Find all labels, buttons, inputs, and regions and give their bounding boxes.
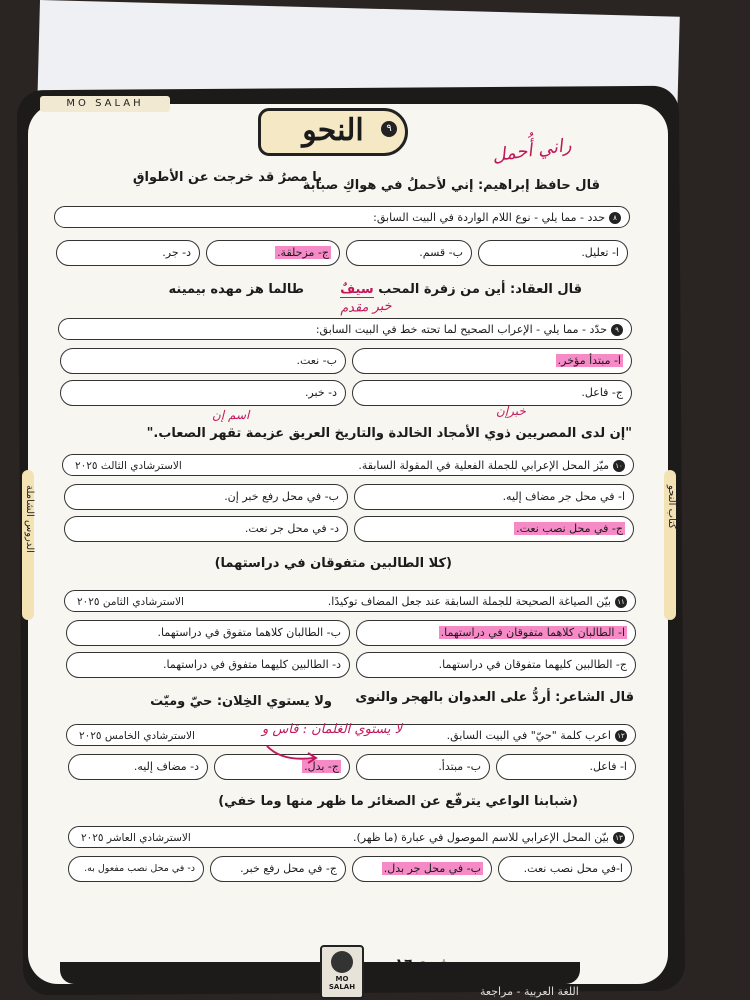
exam-source: الاسترشادي الثالث ٢٠٢٥: [75, 460, 182, 472]
question-1: ٨حدد - مما يلي - نوع اللام الواردة في البيت السابق:: [54, 206, 630, 228]
sentence3-text: (شبابنا الواعي يترفّع عن الصغائر ما ظهر منها وما خفي): [218, 794, 578, 809]
q3-option-d[interactable]: د- في محل جر نعت.: [64, 516, 348, 542]
handwritten-ism-inna: اسم إن: [212, 408, 250, 422]
q1-option-c[interactable]: ج- مزحلقة.: [206, 240, 340, 266]
worksheet-page: [28, 104, 668, 984]
quote1-text: "إن لدى المصريين ذوي الأمجاد الخالدة والتاريخ العريق عزيمة تقهر الصعاب.": [146, 426, 632, 441]
handwritten-khabar-inna: خبرإن: [496, 404, 526, 418]
q5-option-a[interactable]: ا- فاعل.: [496, 754, 636, 780]
poem3-left: ولا يستوي الخِلان: حيّ وميّت: [150, 694, 332, 709]
poem3-right: قال الشاعر: أردُّ على العدوان بالهجر والنوى: [355, 690, 634, 705]
q6-option-a[interactable]: ا-في محل نصب نعت.: [498, 856, 632, 882]
section-title: النحو: [302, 113, 364, 148]
handwritten-note: راني أُحمل: [490, 134, 573, 167]
handwritten-answer: لا يستوي الغلمان : قاس و: [262, 722, 402, 737]
q1-option-d[interactable]: د- جر.: [56, 240, 200, 266]
q4-option-d[interactable]: د- الطالبين كليهما متفوق في دراستهما.: [66, 652, 350, 678]
author-logo: MO SALAH: [320, 945, 364, 999]
q2-option-a[interactable]: ا- مبتدأ مؤخر.: [352, 348, 632, 374]
question-marker-icon: ١٢: [615, 730, 627, 742]
q3-option-c[interactable]: ج- في محل نصب نعت.: [354, 516, 634, 542]
q4-option-b[interactable]: ب- الطالبان كلاهما متفوق في دراستهما.: [66, 620, 350, 646]
poem1-left: يا مصرُ قد خرجت عن الأطواقِ: [132, 170, 322, 185]
brand-label: MO SALAH: [40, 96, 170, 112]
q6-option-b[interactable]: ب- في محل جر بدل.: [352, 856, 492, 882]
left-side-label: الدروس الشاملة: [24, 485, 35, 553]
exam-source: الاسترشادي الثامن ٢٠٢٥: [77, 596, 184, 608]
poem2-left: طالما هز مهده بيمينه: [168, 282, 304, 297]
sentence2-text: (كلا الطالبين متفوقان في دراستهما): [214, 556, 452, 571]
handwritten-khabar: خبر مقدم: [339, 298, 393, 317]
q3-option-b[interactable]: ب- في محل رفع خبر إن.: [64, 484, 348, 510]
q6-option-d[interactable]: د- في محل نصب مفعول به.: [68, 856, 204, 882]
q5-option-d[interactable]: د- مضاف إليه.: [68, 754, 208, 780]
question-marker-icon: ١١: [615, 596, 627, 608]
question-marker-icon: ٨: [609, 212, 621, 224]
q3-option-a[interactable]: ا- في محل جر مضاف إليه.: [354, 484, 634, 510]
exam-source: الاسترشادي العاشر ٢٠٢٥: [81, 832, 191, 844]
q4-option-c[interactable]: ج- الطالبين كليهما متفوقان في دراستهما.: [356, 652, 636, 678]
q2-option-b[interactable]: ب- نعت.: [60, 348, 346, 374]
question-marker-icon: ١٣: [613, 832, 625, 844]
question-4: ١١بيّن الصياغة الصحيحة للجملة السابقة عند جعل المضاف توكيدًا. الاسترشادي الثامن ٢٠٢٥: [64, 590, 636, 612]
q1-option-b[interactable]: ب- قسم.: [346, 240, 472, 266]
footer-subject: اللغة العربية - مراجعة: [480, 985, 579, 998]
q5-option-b[interactable]: ب- مبتدأ.: [356, 754, 490, 780]
poem2-right: قال العقاد: أين من زفرة المحب سيفٌ: [340, 282, 582, 297]
q6-option-c[interactable]: ج- في محل رفع خبر.: [210, 856, 346, 882]
section-title-tag: [258, 108, 408, 156]
handwritten-arrow-icon: [262, 742, 322, 766]
page-number: صفحة ١٦: [395, 955, 464, 973]
q2-option-c[interactable]: ج- فاعل.: [352, 380, 632, 406]
question-2: ٩حدّد - مما يلي - الإعراب الصحيح لما تحته خط في البيت السابق:: [58, 318, 632, 340]
section-number: ٩: [381, 121, 397, 137]
question-3: ١٠ميّز المحل الإعرابي للجملة الفعلية في المقولة السابقة. الاسترشادي الثالث ٢٠٢٥: [62, 454, 634, 476]
q2-option-d[interactable]: د- خبر.: [60, 380, 346, 406]
question-marker-icon: ٩: [611, 324, 623, 336]
question-6: ١٣بيّن المحل الإعرابي للاسم الموصول في عبارة (ما ظهر). الاسترشادي العاشر ٢٠٢٥: [68, 826, 634, 848]
poem2-highlight-word: سيفٌ: [340, 282, 374, 297]
exam-source: الاسترشادي الخامس ٢٠٢٥: [79, 730, 195, 742]
q1-option-a[interactable]: ا- تعليل.: [478, 240, 628, 266]
poem1-right: قال حافظ إبراهيم: إني لأحملُ في هواكِ صبابة: [302, 178, 600, 193]
question-5: ١٢اعرب كلمة "حيّ" في البيت السابق. الاسترشادي الخامس ٢٠٢٥: [66, 724, 636, 746]
q5-option-c[interactable]: ج- بدل.: [214, 754, 350, 780]
q4-option-a[interactable]: ا- الطالبان كلاهما متفوقان في دراستهما.: [356, 620, 636, 646]
question-marker-icon: ١٠: [613, 460, 625, 472]
author-avatar-icon: [331, 951, 353, 973]
right-side-label: كتاب النحو: [666, 485, 677, 529]
